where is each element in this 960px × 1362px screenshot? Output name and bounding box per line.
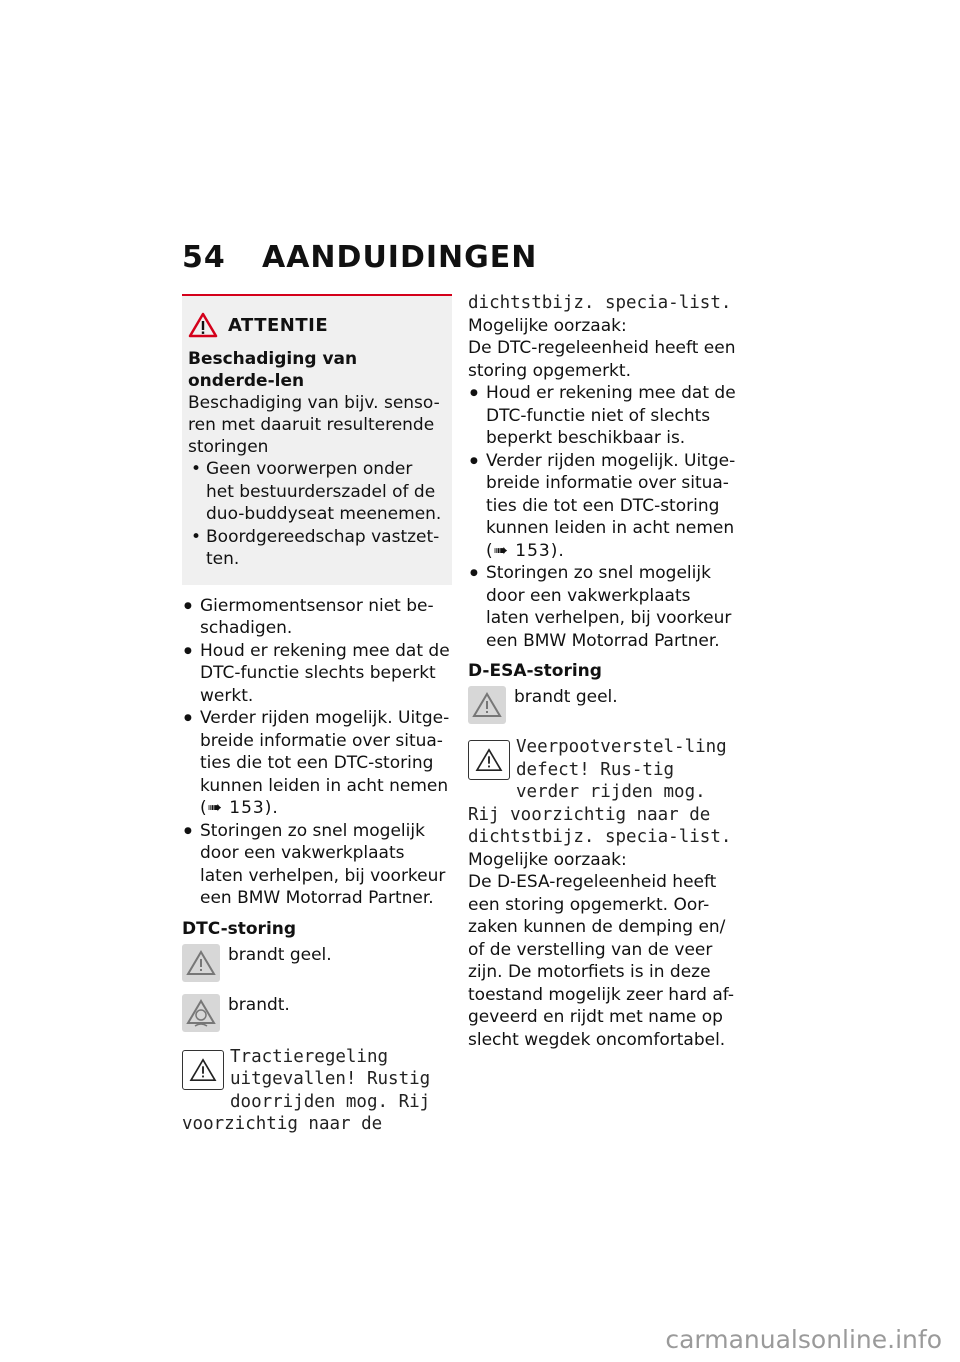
desa-message: Veerpootverstel-ling defect! Rus-tig verder rijden mog. Rij voorzichtig naar de dichtstbijz. specia-list. <box>468 737 732 847</box>
page-reference: (➠ 153). <box>200 798 279 818</box>
cause-label: Mogelijke oorzaak: <box>468 315 627 336</box>
dtc-message: Tractieregeling uitgevallen! Rustig doorrijden mog. Rij voorzichtig naar de <box>182 1046 431 1134</box>
dtc-heading: DTC-storing <box>182 918 297 939</box>
warning-list <box>188 458 444 571</box>
lamp-status: brandt geel. <box>228 944 332 965</box>
list-item: • Geen voorwerpen onder het bestuurderszadel of de duo-buddyseat meenemen. <box>188 458 444 526</box>
right-column <box>468 292 738 1051</box>
list-item: ● Storingen zo snel mogelijk door een vakwerkplaats laten verhelpen, bij voorkeur een BMW Motorrad Partner. <box>468 562 738 652</box>
page-number: 54 <box>182 240 226 275</box>
list-item: ● Houd er rekening mee dat de DTC-functie niet of slechts beperkt beschikbaar is. <box>468 382 738 450</box>
warning-lamp-icon <box>468 686 506 724</box>
dtc-lamp-icon <box>182 994 220 1032</box>
desa-cause-label: Mogelijke oorzaak: <box>468 849 627 870</box>
watermark: carmanualsonline.info <box>665 1325 942 1354</box>
page-reference: (➠ 153). <box>486 540 565 561</box>
warning-triangle-icon <box>468 740 510 780</box>
list-item: ● Giermomentsensor niet be-schadigen. <box>182 595 452 640</box>
desa-heading: D-ESA-storing <box>468 661 602 681</box>
lamp-status: brandt geel. <box>514 687 618 707</box>
page-title: AANDUIDINGEN <box>262 240 538 275</box>
list-item: • Boordgereedschap vastzet-ten. <box>188 526 444 571</box>
list-item: ● Verder rijden mogelijk. Uitge-breide informatie over situa-ties die tot een DTC-storing kunnen leiden in acht nemen (➠ 153). <box>182 707 452 820</box>
lamp-status: brandt. <box>228 994 290 1015</box>
warning-triangle-icon <box>188 312 218 338</box>
page-header <box>182 240 537 275</box>
warning-label: ATTENTIE <box>228 314 329 336</box>
warning-text: Beschadiging van bijv. senso-ren met daaruit resulterende storingen <box>188 393 440 457</box>
warning-triangle-icon <box>182 1050 224 1090</box>
dtc-lamp-row-2 <box>182 994 452 1032</box>
warning-box <box>182 294 452 585</box>
warning-header <box>188 312 444 338</box>
warning-title: Beschadiging van onderde-len <box>188 349 358 391</box>
left-bullet-list <box>182 595 452 910</box>
warning-lamp-icon <box>182 944 220 982</box>
arrow-icon: ➠ <box>493 540 509 561</box>
left-column <box>182 294 452 1136</box>
dtc-lamp-row-1 <box>182 944 452 982</box>
dtc-message-continued: dichtstbijz. specia-list. <box>468 293 732 313</box>
list-item: ● Storingen zo snel mogelijk door een vakwerkplaats laten verhelpen, bij voorkeur een BMW Motorrad Partner. <box>182 820 452 910</box>
desa-cause-text: De D-ESA-regeleenheid heeft een storing opgemerkt. Oor-zaken kunnen de demping en/ of de verstelling van de veer zijn. De motorfiets is in deze toestand mogelijk zeer hard af-geveerd en rijdt met name op slecht wegdek oncomfortabel. <box>468 872 734 1050</box>
desa-lamp-row <box>468 686 738 724</box>
list-item: ● Verder rijden mogelijk. Uitge-breide informatie over situa-ties die tot een DTC-storing kunnen leiden in acht nemen (➠ 153). <box>468 450 738 563</box>
cause-text: De DTC-regeleenheid heeft een storing opgemerkt. <box>468 338 736 381</box>
list-item: ● Houd er rekening mee dat de DTC-functie slechts beperkt werkt. <box>182 640 452 708</box>
right-bullet-list <box>468 382 738 652</box>
arrow-icon: ➠ <box>207 798 223 818</box>
